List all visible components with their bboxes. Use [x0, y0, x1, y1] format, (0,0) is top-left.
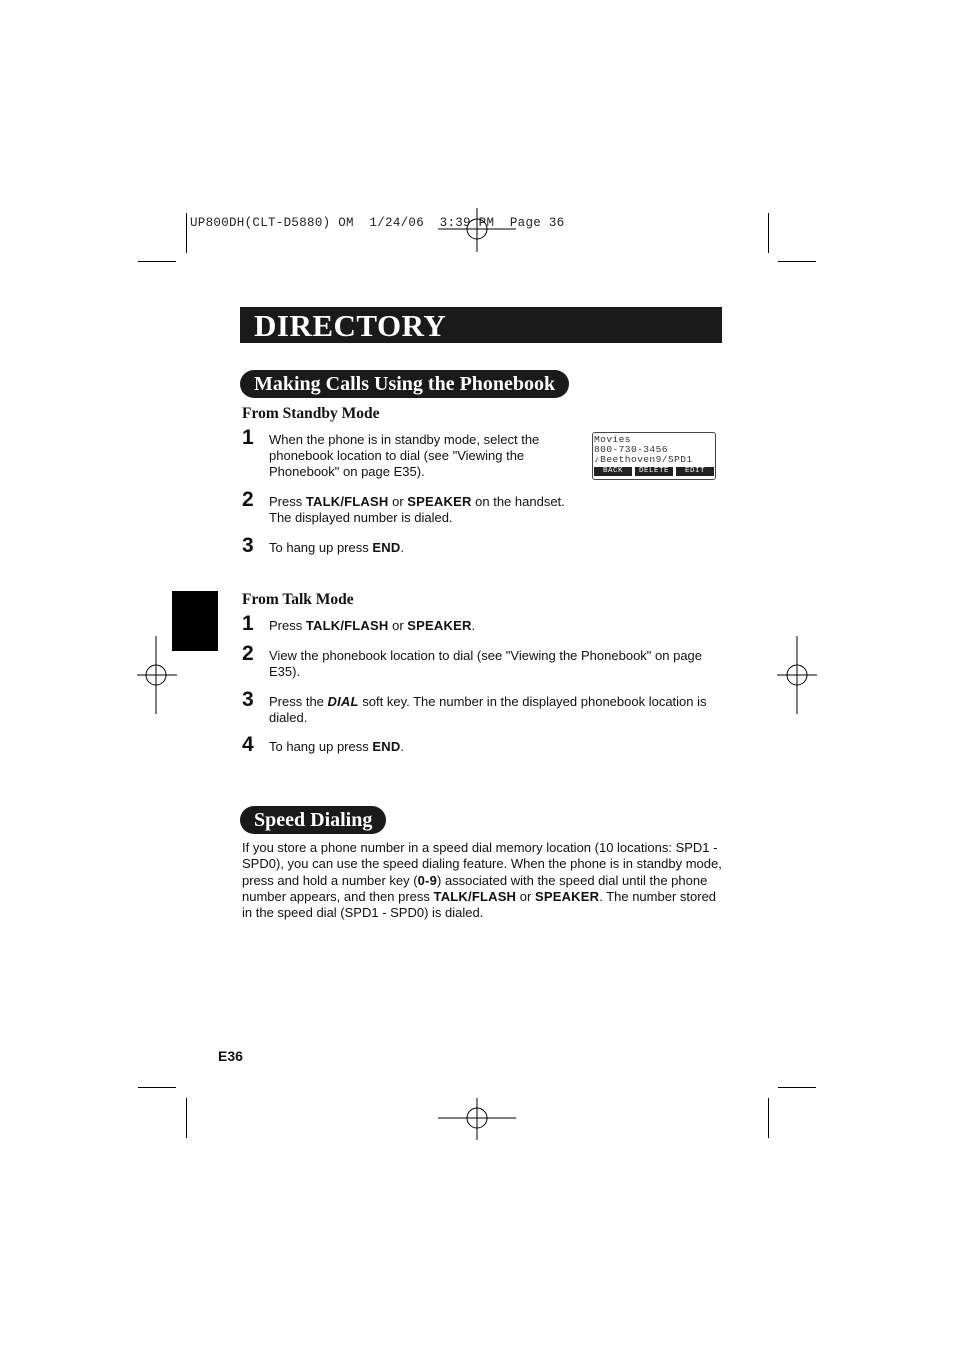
step-number: 4 — [242, 733, 254, 756]
step-text: Press TALK/FLASH or SPEAKER on the handset. The displayed number is dialed. — [269, 494, 565, 525]
crop-mark-bottom-left-h — [138, 1087, 176, 1088]
subheading-standby: From Standby Mode — [242, 405, 380, 422]
key-0: 0 — [417, 872, 426, 888]
step-text: Press TALK/FLASH or SPEAKER. — [269, 618, 476, 633]
key-talk-flash: TALK/FLASH — [305, 494, 389, 509]
key-speaker: SPEAKER — [407, 618, 472, 633]
step-number: 2 — [242, 642, 254, 665]
step-text: When the phone is in standby mode, select the phonebook location to dial (see "Viewing the Phonebook" on page E35). — [269, 432, 540, 479]
key-9: 9 — [429, 872, 438, 888]
chapter-title: DIRECTORY — [254, 308, 447, 343]
key-end: END — [372, 739, 401, 754]
key-dial-softkey: DIAL — [327, 694, 359, 709]
lcd-line-ringtone: ♪Beethoven9/SPD1 — [594, 454, 693, 465]
lcd-softkeys — [594, 467, 714, 476]
softkey-back: BACK — [594, 467, 632, 476]
step-text: View the phonebook location to dial (see "Viewing the Phonebook" on page E35). — [269, 648, 703, 679]
crop-mark-bottom-right-h — [778, 1087, 816, 1088]
step-number: 2 — [242, 488, 254, 511]
softkey-edit: EDIT — [676, 467, 714, 476]
key-speaker: SPEAKER — [407, 494, 472, 509]
crop-mark-bottom-left-v — [186, 1098, 187, 1138]
step-text: To hang up press END. — [269, 739, 405, 754]
step-number: 3 — [242, 688, 254, 711]
crop-mark-top-left-h — [138, 261, 176, 262]
chapter-side-tab — [172, 591, 218, 651]
softkey-delete: DELETE — [635, 467, 673, 476]
subheading-talk: From Talk Mode — [242, 591, 354, 608]
registration-mark-top — [438, 208, 516, 252]
registration-mark-right — [777, 636, 817, 714]
section-title-making-calls: Making Calls Using the Phonebook — [240, 370, 569, 398]
key-talk-flash: TALK/FLASH — [433, 888, 517, 904]
step-number: 1 — [242, 612, 254, 635]
key-talk-flash: TALK/FLASH — [305, 618, 389, 633]
crop-mark-top-left-v — [186, 213, 187, 253]
chapter-banner — [240, 307, 722, 343]
step-text: Press the DIAL soft key. The number in the displayed phonebook location is dialed. — [269, 694, 707, 725]
key-speaker: SPEAKER — [534, 888, 600, 904]
step-number: 1 — [242, 426, 254, 449]
key-end: END — [372, 540, 401, 555]
section-title-speed-dialing: Speed Dialing — [240, 806, 386, 834]
print-slug: UP800DH(CLT-D5880) OM 1/24/06 3:39 PM Page 36 — [190, 216, 565, 230]
speed-dialing-paragraph: If you store a phone number in a speed dial memory location (10 locations: SPD1 - SPD0), you can use the speed dialing feature. When the phone is in standby mode, press and hold a number key (0-9) associated with the speed dial until the phone number appears, and then press TALK/FLASH or SPEAKER. The number stored in the speed dial (SPD1 - SPD0) is dialed. — [242, 840, 722, 921]
lcd-line-name: Movies — [594, 434, 631, 445]
registration-mark-left — [137, 636, 177, 714]
crop-mark-top-right-v — [768, 213, 769, 253]
registration-mark-bottom — [438, 1098, 516, 1140]
lcd-line-number: 800-730-3456 — [594, 444, 668, 455]
crop-mark-bottom-right-v — [768, 1098, 769, 1138]
step-text: To hang up press END. — [269, 540, 405, 555]
handset-lcd-display — [592, 432, 716, 480]
step-number: 3 — [242, 534, 254, 557]
crop-mark-top-right-h — [778, 261, 816, 262]
page-number: E36 — [218, 1048, 243, 1064]
